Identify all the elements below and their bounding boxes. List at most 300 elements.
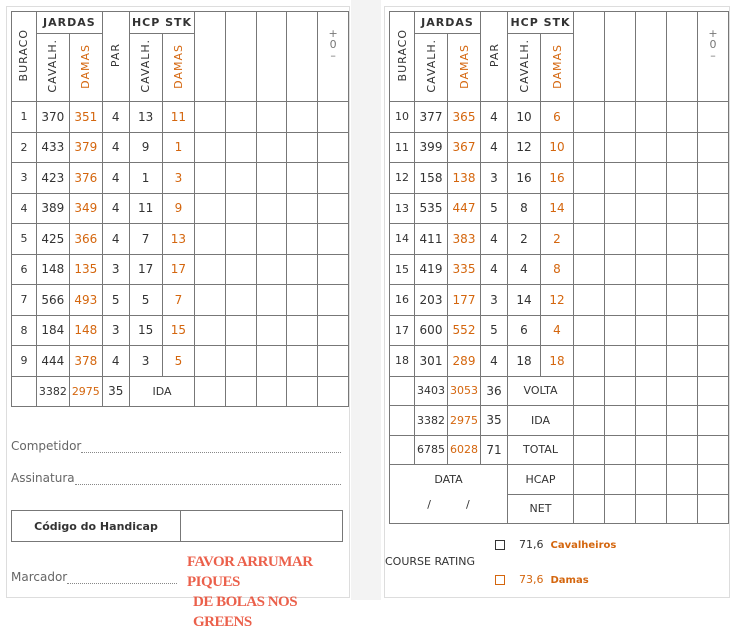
ladies-yards: 378	[69, 346, 102, 377]
score-cell[interactable]	[667, 346, 698, 377]
ida-total-row	[12, 376, 349, 406]
course-rating-label: COURSE RATING	[385, 555, 476, 568]
score-cell[interactable]	[605, 494, 636, 524]
hole-row	[390, 254, 729, 285]
ladies-hcp: 13	[162, 224, 195, 255]
score-cell[interactable]	[698, 254, 729, 285]
par-value: 3	[102, 315, 129, 346]
score-cell[interactable]	[698, 494, 729, 524]
score-cell[interactable]	[318, 285, 349, 316]
hole-number: 15	[390, 254, 415, 285]
men-yards: 433	[36, 132, 69, 163]
score-cell[interactable]	[574, 102, 605, 133]
hole-number: 8	[12, 315, 37, 346]
hole-number: 11	[390, 132, 415, 163]
score-cell[interactable]	[636, 163, 667, 194]
score-cell[interactable]	[226, 163, 257, 194]
ladies-header: DAMAS	[69, 34, 102, 102]
men-yards: 203	[415, 285, 448, 316]
hole-number: 5	[12, 224, 37, 255]
score-cell[interactable]	[226, 315, 257, 346]
score-cell[interactable]	[287, 285, 318, 316]
date-input[interactable]: / /	[427, 498, 470, 511]
ladies-yards: 493	[69, 285, 102, 316]
hcap-label: HCAP	[508, 465, 574, 495]
rating-ladies-row[interactable]	[495, 573, 589, 586]
ladies-hcp: 6	[541, 102, 574, 133]
men-header: CAVALH.	[415, 34, 448, 102]
hole-number: 9	[12, 346, 37, 377]
score-col[interactable]	[195, 12, 226, 102]
card-fold	[351, 0, 381, 600]
men-yards: 423	[36, 163, 69, 194]
men-hcp: 16	[508, 163, 541, 194]
score-cell[interactable]	[667, 406, 698, 436]
men-yards: 425	[36, 224, 69, 255]
hole-row	[390, 193, 729, 224]
ladies-yards: 367	[448, 132, 481, 163]
men-yards-total: 3382	[36, 376, 69, 406]
ladies-hcp: 10	[541, 132, 574, 163]
par-value: 4	[481, 102, 508, 133]
score-cell[interactable]	[605, 406, 636, 436]
score-cell[interactable]	[698, 132, 729, 163]
score-cell[interactable]	[574, 163, 605, 194]
men-yards: 301	[415, 346, 448, 377]
men-yards: 148	[36, 254, 69, 285]
score-cell[interactable]	[226, 224, 257, 255]
ladies-hcp: 3	[162, 163, 195, 194]
back-nine-table	[389, 11, 729, 524]
score-cell[interactable]	[636, 465, 667, 495]
men-yards: 184	[36, 315, 69, 346]
men-hcp: 1	[129, 163, 162, 194]
score-cell[interactable]	[226, 285, 257, 316]
ladies-yards: 379	[69, 132, 102, 163]
hole-number: 2	[12, 132, 37, 163]
men-yards-total: 3403	[415, 376, 448, 406]
date-label: DATA / /	[390, 465, 508, 524]
ladies-yards: 349	[69, 193, 102, 224]
men-yards: 535	[415, 193, 448, 224]
men-hcp: 5	[129, 285, 162, 316]
ladies-yards-total: 6028	[448, 435, 481, 465]
par-total: 35	[102, 376, 129, 406]
par-value: 3	[481, 163, 508, 194]
score-cell[interactable]	[605, 346, 636, 377]
score-col[interactable]	[574, 12, 605, 102]
score-col[interactable]	[226, 12, 257, 102]
score-cell[interactable]	[698, 435, 729, 465]
hole-row	[390, 132, 729, 163]
score-cell[interactable]	[226, 376, 257, 406]
yards-header: JARDAS	[415, 12, 481, 34]
men-yards: 444	[36, 346, 69, 377]
score-cell[interactable]	[605, 132, 636, 163]
score-cell[interactable]	[226, 193, 257, 224]
score-cell[interactable]	[636, 254, 667, 285]
par-value: 4	[481, 254, 508, 285]
par-value: 4	[481, 224, 508, 255]
men-hcp: 7	[129, 224, 162, 255]
ladies-hcp: 11	[162, 102, 195, 133]
men-hcp: 2	[508, 224, 541, 255]
par-value: 4	[102, 193, 129, 224]
score-cell[interactable]	[636, 315, 667, 346]
men-yards: 389	[36, 193, 69, 224]
score-cell[interactable]	[636, 406, 667, 436]
score-cell[interactable]	[636, 435, 667, 465]
score-cell[interactable]	[256, 315, 287, 346]
score-cell[interactable]	[226, 102, 257, 133]
score-cell[interactable]	[636, 132, 667, 163]
signature-field[interactable]: Assinatura	[11, 471, 341, 485]
score-cell[interactable]	[318, 224, 349, 255]
hole-number: 17	[390, 315, 415, 346]
score-cell[interactable]	[318, 346, 349, 377]
handicap-code-input[interactable]	[181, 511, 342, 541]
ladies-hcp: 17	[162, 254, 195, 285]
men-hcp: 8	[508, 193, 541, 224]
score-cell[interactable]	[636, 193, 667, 224]
rating-men-value: 71,6	[519, 538, 544, 551]
score-cell[interactable]	[226, 254, 257, 285]
score-cell[interactable]	[698, 102, 729, 133]
score-cell[interactable]	[256, 102, 287, 133]
par-value: 4	[102, 346, 129, 377]
score-cell[interactable]	[636, 346, 667, 377]
score-cell[interactable]	[605, 315, 636, 346]
score-cell[interactable]	[195, 346, 226, 377]
score-cell[interactable]	[605, 285, 636, 316]
score-cell[interactable]	[287, 376, 318, 406]
hole-row	[12, 346, 349, 377]
score-cell[interactable]	[574, 254, 605, 285]
hole-row	[390, 224, 729, 255]
hole-row	[12, 315, 349, 346]
ladies-hcp: 2	[541, 224, 574, 255]
ladies-yards: 376	[69, 163, 102, 194]
ladies-yards-total: 2975	[69, 376, 102, 406]
score-cell[interactable]	[287, 132, 318, 163]
score-cell[interactable]	[667, 163, 698, 194]
par-value: 5	[102, 285, 129, 316]
score-cell[interactable]	[667, 132, 698, 163]
score-cell[interactable]	[256, 254, 287, 285]
blank-cell	[12, 376, 37, 406]
par-value: 4	[481, 346, 508, 377]
blank-cell	[390, 435, 415, 465]
rating-men-label: Cavalheiros	[550, 540, 617, 551]
men-yards: 158	[415, 163, 448, 194]
men-yards: 370	[36, 102, 69, 133]
blank-cell	[390, 376, 415, 406]
competitor-field[interactable]: Competidor	[11, 439, 341, 453]
men-yards: 377	[415, 102, 448, 133]
men-hcp: 9	[129, 132, 162, 163]
par-total: 71	[481, 435, 508, 465]
hole-row	[390, 102, 729, 133]
hole-number: 1	[12, 102, 37, 133]
checkbox-icon[interactable]	[495, 575, 505, 585]
checkbox-icon[interactable]	[495, 540, 505, 550]
ladies-header: DAMAS	[448, 34, 481, 102]
score-cell[interactable]	[574, 132, 605, 163]
ladies-hcp: 18	[541, 346, 574, 377]
score-col[interactable]	[256, 12, 287, 102]
yards-header: JARDAS	[36, 12, 102, 34]
men-header: CAVALH.	[36, 34, 69, 102]
blank-cell	[390, 406, 415, 436]
score-cell[interactable]	[574, 285, 605, 316]
score-cell[interactable]	[574, 315, 605, 346]
score-cell[interactable]	[667, 102, 698, 133]
men-yards-total: 3382	[415, 406, 448, 436]
score-cell[interactable]	[195, 193, 226, 224]
hole-row	[12, 163, 349, 194]
score-cell[interactable]	[698, 224, 729, 255]
men-yards: 566	[36, 285, 69, 316]
score-cell[interactable]	[667, 193, 698, 224]
total-label: IDA	[508, 406, 574, 436]
score-cell[interactable]	[195, 224, 226, 255]
score-cell[interactable]	[605, 254, 636, 285]
score-col[interactable]	[605, 12, 636, 102]
ladies-hcp: 7	[162, 285, 195, 316]
score-cell[interactable]	[318, 254, 349, 285]
score-cell[interactable]	[256, 132, 287, 163]
score-cell[interactable]	[287, 254, 318, 285]
score-cell[interactable]	[667, 224, 698, 255]
score-cell[interactable]	[605, 163, 636, 194]
net-label: NET	[508, 494, 574, 524]
ladies-hcp-header: DAMAS	[541, 34, 574, 102]
score-cell[interactable]	[667, 376, 698, 406]
men-hcp: 10	[508, 102, 541, 133]
hcp-stk-header: HCP STK	[129, 12, 195, 34]
score-cell[interactable]	[574, 465, 605, 495]
par-header: PAR	[481, 12, 508, 102]
score-cell[interactable]	[667, 465, 698, 495]
score-cell[interactable]	[667, 285, 698, 316]
hole-row	[390, 163, 729, 194]
hole-number: 14	[390, 224, 415, 255]
score-cell[interactable]	[698, 163, 729, 194]
ladies-hcp: 5	[162, 346, 195, 377]
score-cell[interactable]	[226, 132, 257, 163]
total-label: TOTAL	[508, 435, 574, 465]
score-cell[interactable]	[574, 224, 605, 255]
score-cell[interactable]	[287, 346, 318, 377]
hole-header: BURACO	[390, 12, 415, 102]
hole-row	[12, 224, 349, 255]
score-cell[interactable]	[256, 346, 287, 377]
score-cell[interactable]	[636, 376, 667, 406]
score-cell[interactable]	[667, 435, 698, 465]
score-cell[interactable]	[698, 406, 729, 436]
score-cell[interactable]	[636, 224, 667, 255]
ladies-yards: 365	[448, 102, 481, 133]
hole-number: 7	[12, 285, 37, 316]
score-cell[interactable]	[574, 435, 605, 465]
score-cell[interactable]	[574, 494, 605, 524]
score-cell[interactable]	[574, 346, 605, 377]
ladies-hcp: 8	[541, 254, 574, 285]
score-cell[interactable]	[605, 376, 636, 406]
par-total: 35	[481, 406, 508, 436]
ladies-yards: 135	[69, 254, 102, 285]
score-cell[interactable]	[256, 376, 287, 406]
ladies-hcp: 4	[541, 315, 574, 346]
par-value: 5	[481, 315, 508, 346]
men-hcp: 15	[129, 315, 162, 346]
stamp-text: FAVOR ARRUMAR PIQUES DE BOLAS NOS GREENS	[187, 554, 313, 630]
score-cell[interactable]	[195, 285, 226, 316]
score-cell[interactable]	[698, 465, 729, 495]
ladies-yards: 351	[69, 102, 102, 133]
score-cell[interactable]	[195, 376, 226, 406]
men-yards: 419	[415, 254, 448, 285]
marker-field[interactable]: Marcador	[11, 570, 177, 584]
men-hcp-header: CAVALH.	[508, 34, 541, 102]
total-row	[390, 406, 729, 436]
par-header: PAR	[102, 12, 129, 102]
score-cell[interactable]	[605, 435, 636, 465]
score-cell[interactable]	[256, 224, 287, 255]
score-cell[interactable]	[318, 376, 349, 406]
par-total: 36	[481, 376, 508, 406]
men-hcp: 4	[508, 254, 541, 285]
score-cell[interactable]	[605, 224, 636, 255]
hole-row	[12, 132, 349, 163]
par-value: 3	[481, 285, 508, 316]
hole-row	[12, 193, 349, 224]
handicap-code-label: Código do Handicap	[12, 511, 181, 541]
score-cell[interactable]	[256, 163, 287, 194]
score-cell[interactable]	[574, 193, 605, 224]
score-cell[interactable]	[574, 376, 605, 406]
ladies-hcp: 15	[162, 315, 195, 346]
hcp-stk-header: HCP STK	[508, 12, 574, 34]
ladies-hcp: 14	[541, 193, 574, 224]
par-value: 4	[102, 102, 129, 133]
hole-row	[12, 285, 349, 316]
men-hcp: 18	[508, 346, 541, 377]
score-col[interactable]	[287, 12, 318, 102]
plus-minus-header: + 0 –	[698, 12, 729, 102]
score-cell[interactable]	[318, 193, 349, 224]
hole-number: 6	[12, 254, 37, 285]
score-cell[interactable]	[318, 315, 349, 346]
par-value: 4	[102, 224, 129, 255]
score-cell[interactable]	[287, 102, 318, 133]
hole-number: 4	[12, 193, 37, 224]
ladies-yards-total: 3053	[448, 376, 481, 406]
score-cell[interactable]	[667, 315, 698, 346]
hole-row	[390, 285, 729, 316]
men-hcp: 14	[508, 285, 541, 316]
score-cell[interactable]	[318, 163, 349, 194]
ladies-yards-total: 2975	[448, 406, 481, 436]
ladies-yards: 366	[69, 224, 102, 255]
score-cell[interactable]	[226, 346, 257, 377]
score-cell[interactable]	[698, 285, 729, 316]
hole-number: 10	[390, 102, 415, 133]
front-nine-table	[11, 11, 349, 407]
par-value: 3	[102, 254, 129, 285]
score-cell[interactable]	[195, 254, 226, 285]
ladies-yards: 335	[448, 254, 481, 285]
men-hcp: 6	[508, 315, 541, 346]
score-cell[interactable]	[195, 163, 226, 194]
score-cell[interactable]	[287, 224, 318, 255]
score-cell[interactable]	[698, 193, 729, 224]
rating-men-row[interactable]	[495, 538, 616, 551]
score-cell[interactable]	[195, 132, 226, 163]
ladies-hcp: 12	[541, 285, 574, 316]
scorecard-back-nine	[384, 6, 730, 598]
score-cell[interactable]	[667, 494, 698, 524]
score-cell[interactable]	[605, 102, 636, 133]
plus-minus-header: + 0 –	[318, 12, 349, 102]
score-cell[interactable]	[605, 465, 636, 495]
score-cell[interactable]	[698, 346, 729, 377]
hole-row	[390, 315, 729, 346]
score-cell[interactable]	[605, 193, 636, 224]
ladies-yards: 177	[448, 285, 481, 316]
score-cell[interactable]	[667, 254, 698, 285]
score-col[interactable]	[667, 12, 698, 102]
score-cell[interactable]	[698, 315, 729, 346]
total-label: VOLTA	[508, 376, 574, 406]
score-cell[interactable]	[256, 193, 287, 224]
men-hcp: 11	[129, 193, 162, 224]
score-cell[interactable]	[636, 102, 667, 133]
score-cell[interactable]	[287, 193, 318, 224]
ladies-yards: 552	[448, 315, 481, 346]
men-yards: 399	[415, 132, 448, 163]
men-yards-total: 6785	[415, 435, 448, 465]
score-cell[interactable]	[318, 132, 349, 163]
hole-row	[12, 254, 349, 285]
score-cell[interactable]	[318, 102, 349, 133]
hole-row	[12, 102, 349, 133]
score-cell[interactable]	[195, 315, 226, 346]
score-cell[interactable]	[574, 406, 605, 436]
hole-row	[390, 346, 729, 377]
score-cell[interactable]	[636, 285, 667, 316]
score-cell[interactable]	[287, 315, 318, 346]
ladies-hcp: 16	[541, 163, 574, 194]
handicap-code-box	[11, 510, 343, 542]
ladies-yards: 383	[448, 224, 481, 255]
score-cell[interactable]	[698, 376, 729, 406]
men-yards: 411	[415, 224, 448, 255]
scorecard-front-nine	[6, 6, 350, 630]
score-cell[interactable]	[195, 102, 226, 133]
score-col[interactable]	[636, 12, 667, 102]
hole-header: BURACO	[12, 12, 37, 102]
ladies-hcp-header: DAMAS	[162, 34, 195, 102]
hole-number: 3	[12, 163, 37, 194]
ladies-hcp: 9	[162, 193, 195, 224]
score-cell[interactable]	[636, 494, 667, 524]
ladies-yards: 138	[448, 163, 481, 194]
score-cell[interactable]	[287, 163, 318, 194]
score-cell[interactable]	[256, 285, 287, 316]
rating-ladies-value: 73,6	[519, 573, 544, 586]
hole-number: 18	[390, 346, 415, 377]
